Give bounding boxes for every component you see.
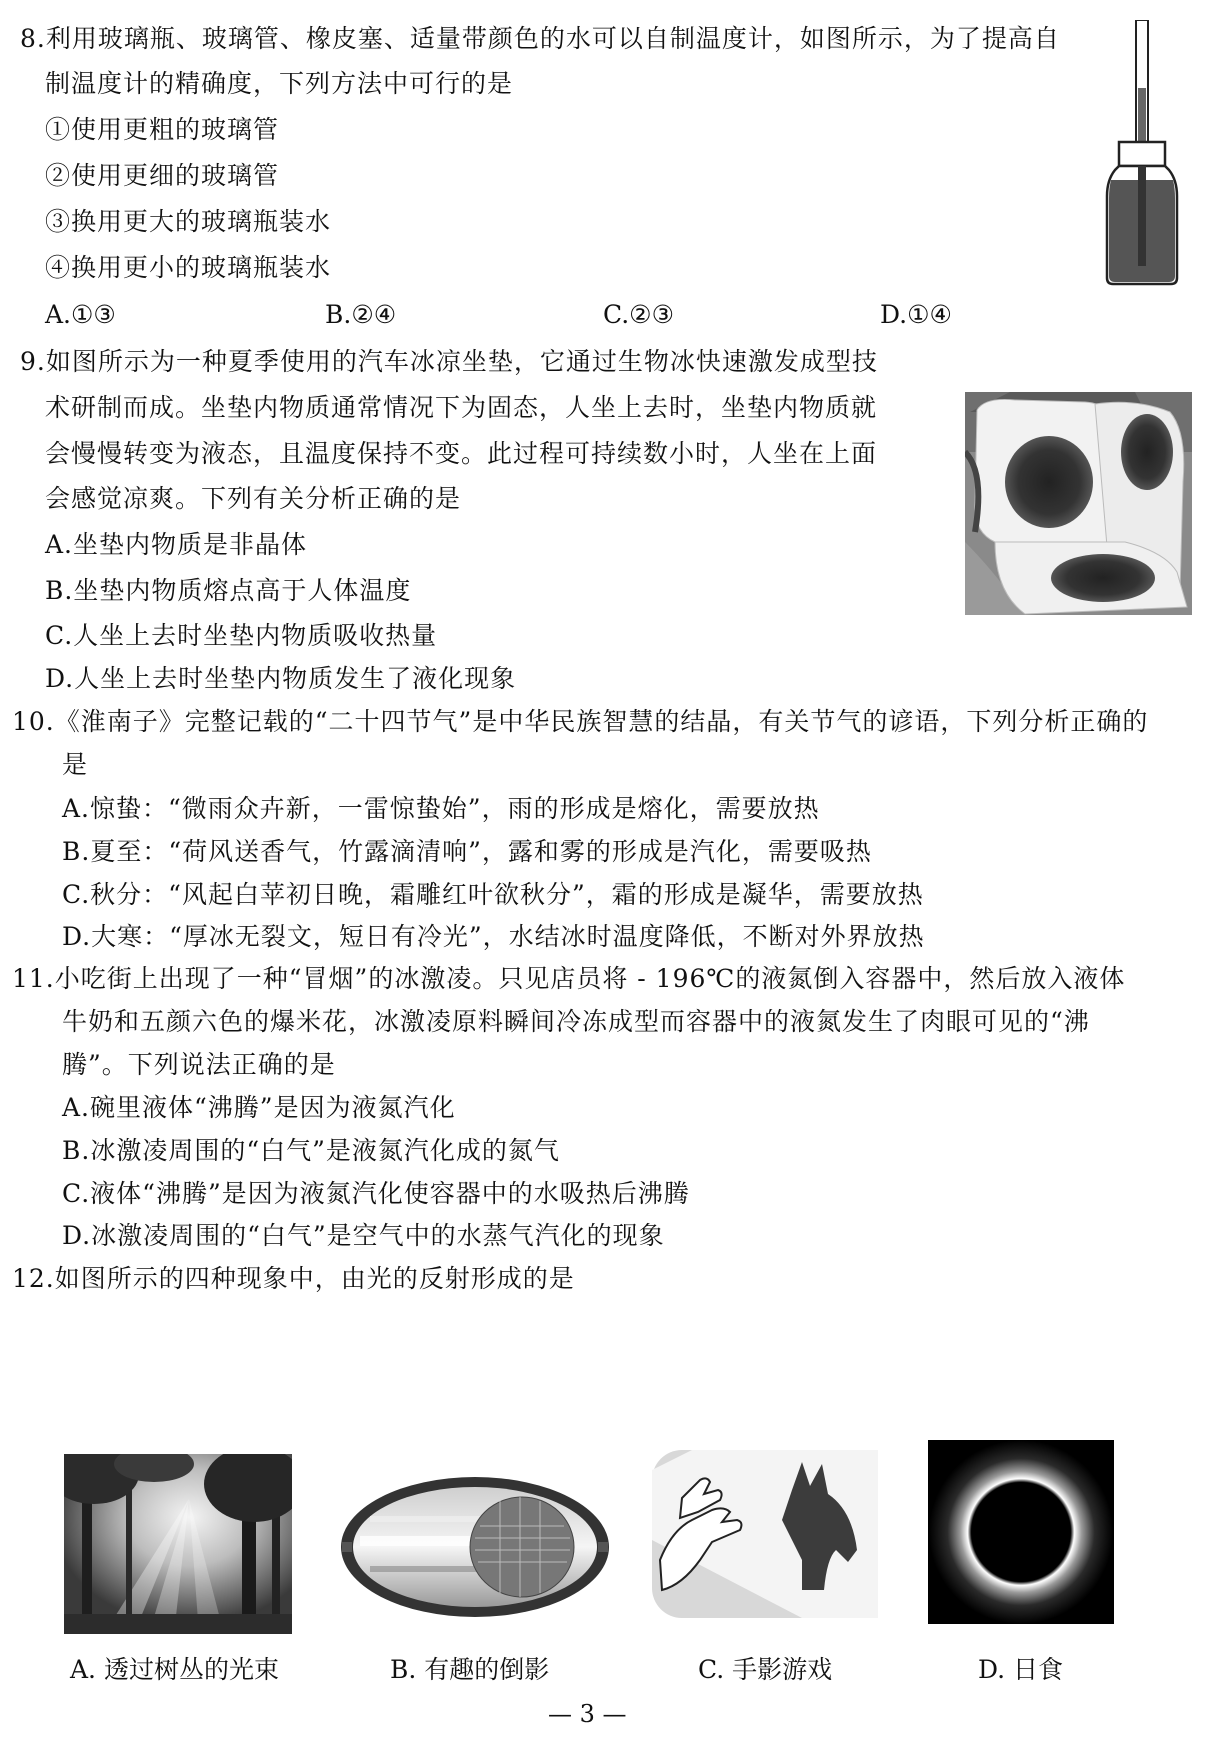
q12-caption-b: B. 有趣的倒影: [390, 1655, 550, 1684]
q11-stem-line3: 腾”。下列说法正确的是: [62, 1050, 336, 1079]
q12-stem: 12.如图所示的四种现象中，由光的反射形成的是: [12, 1264, 575, 1293]
page-number: — 3 —: [548, 1700, 627, 1728]
q10-option-d: D.大寒：“厚冰无裂文，短日有冷光”，水结冰时温度降低，不断对外界放热: [62, 922, 925, 951]
q9-option-c: C.人坐上去时坐垫内物质吸收热量: [45, 621, 438, 650]
q12-caption-a: A. 透过树丛的光束: [70, 1655, 279, 1684]
homemade-thermometer-figure: [1105, 20, 1195, 286]
q8-option-a: A.①③: [45, 300, 116, 329]
q8-item-2: ②使用更细的玻璃管: [45, 161, 280, 190]
q9-stem-line3: 会慢慢转变为液态，且温度保持不变。此过程可持续数小时，人坐在上面: [45, 439, 878, 468]
q8-option-d: D.①④: [880, 300, 952, 329]
q12-caption-d: D. 日食: [978, 1655, 1064, 1684]
q9-option-d: D.人坐上去时坐垫内物质发生了液化现象: [45, 664, 517, 693]
q8-stem-line2: 制温度计的精确度，下列方法中可行的是: [45, 69, 514, 98]
q11-stem-line2: 牛奶和五颜六色的爆米花，冰激凌原料瞬间冷冻成型而容器中的液氮发生了肉眼可见的“沸: [62, 1007, 1090, 1036]
q8-item-3: ③换用更大的玻璃瓶装水: [45, 207, 332, 236]
q9-stem-line2: 术研制而成。坐垫内物质通常情况下为固态，人坐上去时，坐垫内物质就: [45, 393, 878, 422]
q11-option-d: D.冰激凌周围的“白气”是空气中的水蒸气汽化的现象: [62, 1221, 665, 1250]
q11-option-c: C.液体“沸腾”是因为液氮汽化使容器中的水吸热后沸腾: [62, 1179, 690, 1208]
q8-stem-line1: 8.利用玻璃瓶、玻璃管、橡皮塞、适量带颜色的水可以自制温度计，如图所示，为了提高自: [20, 24, 1060, 53]
q11-stem-line1: 11.小吃街上出现了一种“冒烟”的冰激凌。只见店员将 - 196℃的液氮倒入容器中，然后放入液体: [12, 964, 1126, 993]
lamp-reflection-photo: [340, 1476, 610, 1618]
q9-option-a: A.坐垫内物质是非晶体: [45, 530, 308, 559]
q8-option-b: B.②④: [325, 300, 397, 329]
solar-eclipse-photo: [928, 1440, 1114, 1624]
q10-option-b: B.夏至：“荷风送香气，竹露滴清响”，露和雾的形成是汽化，需要吸热: [62, 837, 872, 866]
q10-option-c: C.秋分：“风起白苹初日晚，霜雕红叶欲秋分”，霜的形成是凝华，需要放热: [62, 880, 924, 909]
q8-item-4: ④换用更小的玻璃瓶装水: [45, 253, 332, 282]
hand-shadow-game-illustration: [652, 1450, 878, 1618]
light-beams-through-trees-photo: [64, 1454, 292, 1634]
car-seat-cushion-photo: [965, 392, 1192, 615]
q8-option-c: C.②③: [603, 300, 675, 329]
q10-option-a: A.惊蛰：“微雨众卉新，一雷惊蛰始”，雨的形成是熔化，需要放热: [62, 794, 820, 823]
q10-stem-line2: 是: [62, 750, 89, 779]
q9-stem-line4: 会感觉凉爽。下列有关分析正确的是: [45, 484, 462, 513]
q9-option-b: B.坐垫内物质熔点高于人体温度: [45, 576, 412, 605]
q11-option-a: A.碗里液体“沸腾”是因为液氮汽化: [62, 1093, 456, 1122]
q12-caption-c: C. 手影游戏: [698, 1655, 833, 1684]
q9-stem-line1: 9.如图所示为一种夏季使用的汽车冰凉坐垫，它通过生物冰快速激发成型技: [20, 347, 878, 376]
q8-item-1: ①使用更粗的玻璃管: [45, 115, 280, 144]
q11-option-b: B.冰激凌周围的“白气”是液氮汽化成的氮气: [62, 1136, 560, 1165]
q10-stem-line1: 10.《淮南子》完整记载的“二十四节气”是中华民族智慧的结晶，有关节气的谚语，下列分析正确的: [12, 707, 1149, 736]
